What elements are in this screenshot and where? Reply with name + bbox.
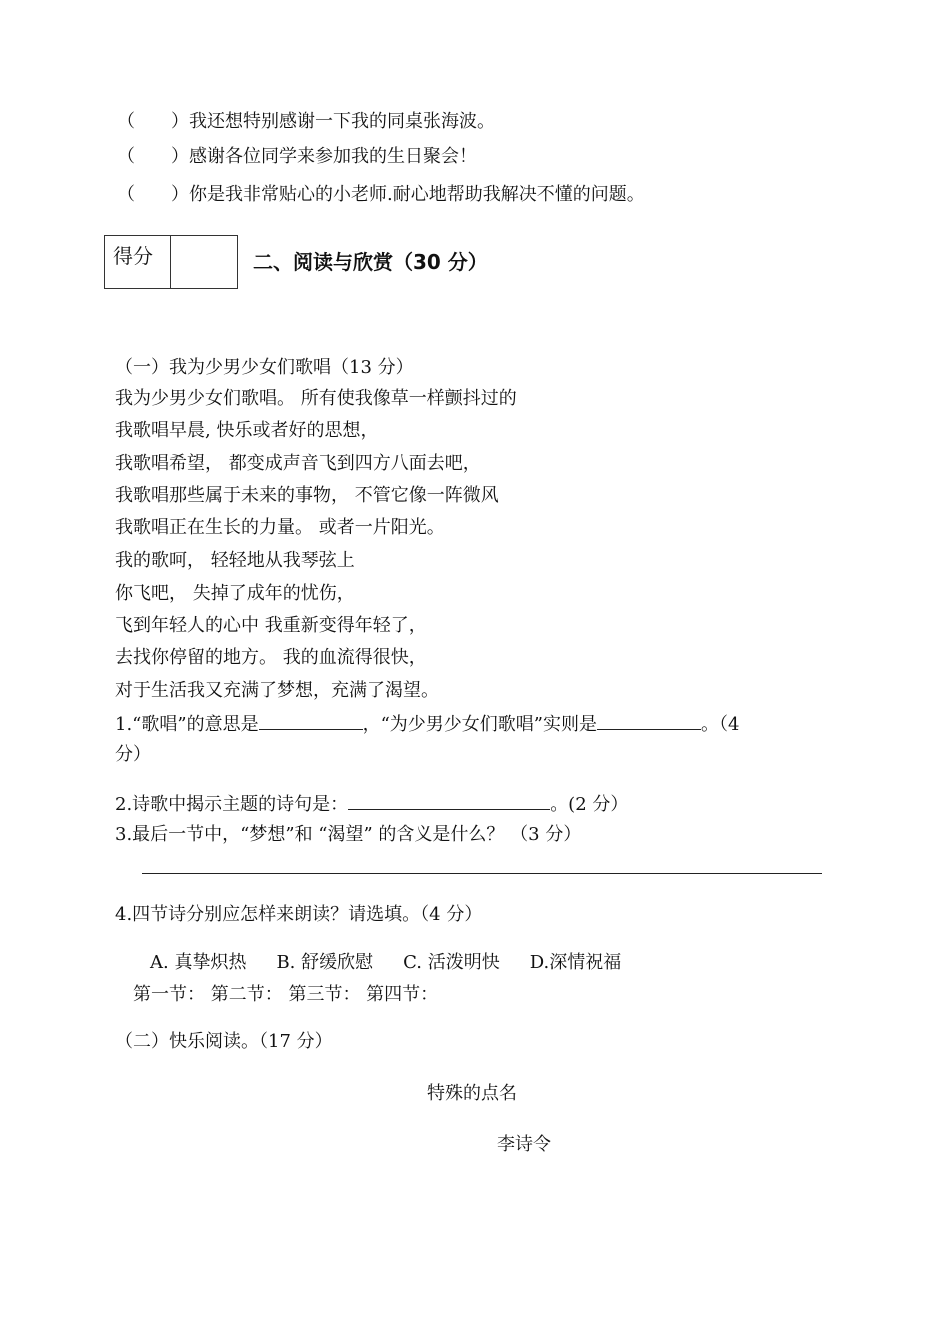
poem-line: 我歌唱早晨, 快乐或者好的思想， <box>115 420 379 441</box>
q3-answer-line[interactable] <box>142 873 822 874</box>
q4-options <box>150 951 621 975</box>
option-a: A. 真挚炽热 <box>150 952 247 973</box>
poem-line: 你飞吧， 失掉了成年的忧伤， <box>115 583 355 604</box>
answer-paren[interactable]: （ ） <box>117 184 189 205</box>
score-box <box>104 235 238 289</box>
question-2 <box>115 791 628 817</box>
q1-blank-1[interactable] <box>259 711 363 730</box>
poem-line: 去找你停留的地方。 我的血流得很快， <box>115 647 427 668</box>
option-c: C. 活泼明快 <box>403 952 500 973</box>
question-3: 3.最后一节中，“梦想”和 “渴望” 的含义是什么？ （3 分） <box>115 824 582 845</box>
q2-text-a: 2.诗歌中揭示主题的诗句是： <box>115 794 349 815</box>
question-1-cont: 分） <box>115 744 151 765</box>
q1-text-c: 。（4 <box>700 714 740 735</box>
question-1 <box>115 711 739 737</box>
poem-line: 飞到年轻人的心中 我重新变得年轻了， <box>115 615 427 636</box>
q2-text-b: 。(2 分） <box>550 794 629 815</box>
q1-text-a: 1.“歌唱”的意思是 <box>115 714 259 735</box>
score-value-cell[interactable] <box>171 236 238 289</box>
article-author: 李诗令 <box>497 1134 551 1155</box>
item-text: 你是我非常贴心的小老师.耐心地帮助我解决不懂的问题。 <box>189 184 645 205</box>
q2-blank[interactable] <box>348 791 550 810</box>
option-d: D.深情祝福 <box>529 952 622 973</box>
poem-line: 我为少男少女们歌唱。 所有使我像草一样颤抖过的 <box>115 388 517 409</box>
score-label: 得分 <box>105 236 171 289</box>
top-item-1 <box>117 110 495 134</box>
part2-heading: （二）快乐阅读。（17 分） <box>115 1031 333 1052</box>
poem-line: 对于生活我又充满了梦想，充满了渴望。 <box>115 680 439 701</box>
top-item-2 <box>117 145 477 169</box>
poem-line: 我的歌呵， 轻轻地从我琴弦上 <box>115 550 355 571</box>
item-text: 感谢各位同学来参加我的生日聚会！ <box>189 146 477 167</box>
q1-blank-2[interactable] <box>597 711 701 730</box>
poem-line: 我歌唱希望， 都变成声音飞到四方八面去吧， <box>115 453 481 474</box>
q1-text-b: ，“为少男少女们歌唱”实则是 <box>362 714 597 735</box>
answer-paren[interactable]: （ ） <box>117 146 189 167</box>
option-b: B. 舒缓欣慰 <box>276 952 374 973</box>
article-title: 特殊的点名 <box>427 1083 517 1104</box>
answer-paren[interactable]: （ ） <box>117 111 189 132</box>
q4-sections: 第一节： 第二节： 第三节： 第四节： <box>133 984 439 1005</box>
question-4: 4.四节诗分别应怎样来朗读？请选填。（4 分） <box>115 904 483 925</box>
poem-line: 我歌唱正在生长的力量。 或者一片阳光。 <box>115 517 445 538</box>
top-item-3 <box>117 183 645 207</box>
part1-heading: （一）我为少男少女们歌唱（13 分） <box>115 357 414 378</box>
poem-line: 我歌唱那些属于未来的事物， 不管它像一阵微风 <box>115 485 499 506</box>
item-text: 我还想特别感谢一下我的同桌张海波。 <box>189 111 495 132</box>
section-title: 二、阅读与欣赏（30 分） <box>253 250 488 274</box>
